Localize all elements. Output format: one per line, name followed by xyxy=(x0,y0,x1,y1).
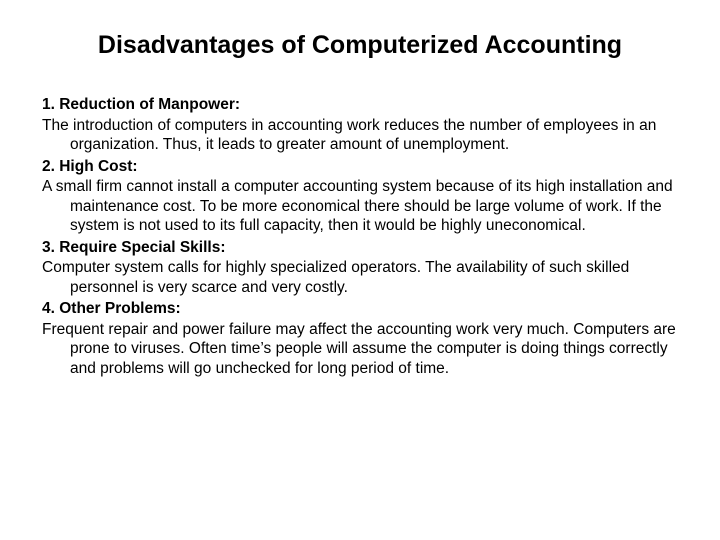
list-item xyxy=(42,238,682,298)
item-heading: 1. Reduction of Manpower: xyxy=(42,96,241,113)
item-heading: 3. Require Special Skills: xyxy=(42,238,226,256)
item-body: Frequent repair and power failure may affect the accounting work very much. Computers are prone to viruses. Often time’s people will assume the computer is doing things correctly and problems will go unchecked for long period of time. xyxy=(42,320,676,377)
item-body: Computer system calls for highly specialized operators. The availability of such skilled personnel is very scarce and very costly. xyxy=(42,259,630,296)
list-item xyxy=(42,299,682,378)
item-body: The introduction of computers in accounting work reduces the number of employees in an organization. Thus, it leads to greater amount of unemployment. xyxy=(42,116,657,153)
slide-content xyxy=(42,95,682,380)
item-body: A small firm cannot install a computer accounting system because of its high installation and maintenance cost. To be more economical there should be large volume of work. If the system is not used to its full capacity, then it would be highly uneconomical. xyxy=(42,178,673,234)
item-heading: 2. High Cost: xyxy=(42,157,138,175)
slide-title: Disadvantages of Computerized Accounting xyxy=(97,31,623,59)
list-item xyxy=(42,95,682,155)
list-item xyxy=(42,157,682,236)
item-heading: 4. Other Problems: xyxy=(42,300,181,317)
